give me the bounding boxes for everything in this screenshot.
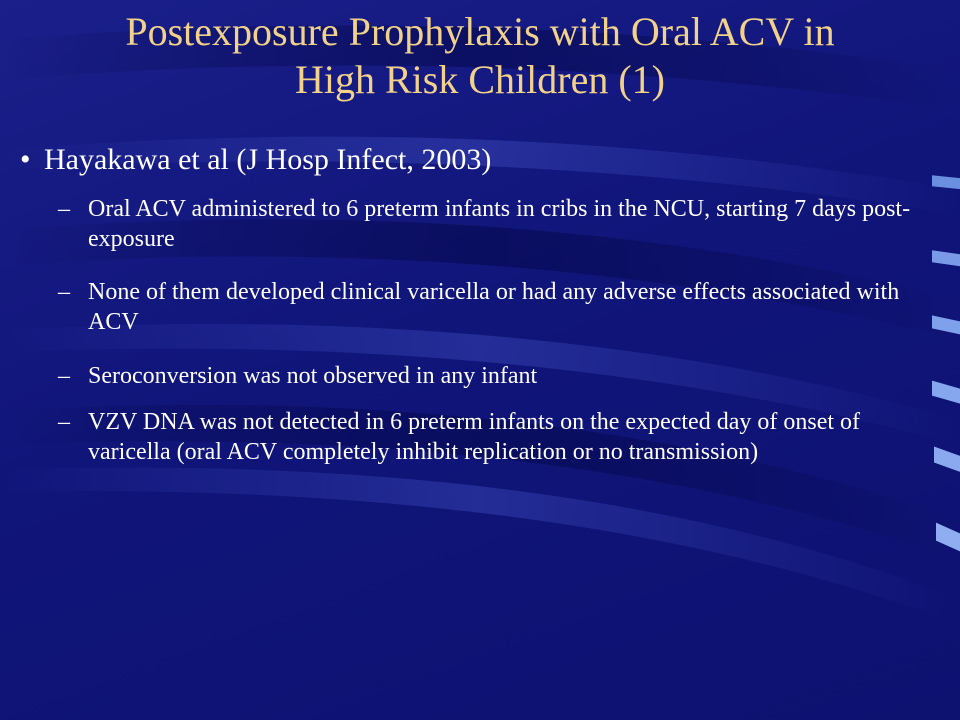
bullet-marker: • — [20, 143, 31, 176]
sub-bullet-text: Seroconversion was not observed in any infant — [88, 363, 538, 389]
sub-bullet-text: None of them developed clinical varicella or had any adverse effects associated with ACV — [88, 279, 900, 335]
sub-bullet-marker: – — [58, 196, 70, 222]
sub-bullet-text: VZV DNA was not detected in 6 preterm infants on the expected day of onset of varicella (oral ACV completely inhibit replication or no transmission) — [88, 409, 861, 465]
sub-bullet — [58, 407, 948, 467]
sub-bullet — [58, 361, 948, 391]
sub-bullet-marker: – — [58, 279, 70, 305]
title-line-2: High Risk Children (1) — [295, 57, 665, 102]
main-bullet-text: Hayakawa et al (J Hosp Infect, 2003) — [44, 143, 492, 176]
sub-bullet — [58, 194, 948, 254]
sub-bullet-marker: – — [58, 409, 70, 435]
sub-bullet-text: Oral ACV administered to 6 preterm infants in cribs in the NCU, starting 7 days post-exposure — [88, 196, 911, 252]
title-line-1: Postexposure Prophylaxis with Oral ACV in — [125, 9, 835, 54]
sub-bullet-marker: – — [58, 363, 70, 389]
main-bullet — [20, 142, 920, 178]
sub-bullet — [58, 277, 948, 337]
